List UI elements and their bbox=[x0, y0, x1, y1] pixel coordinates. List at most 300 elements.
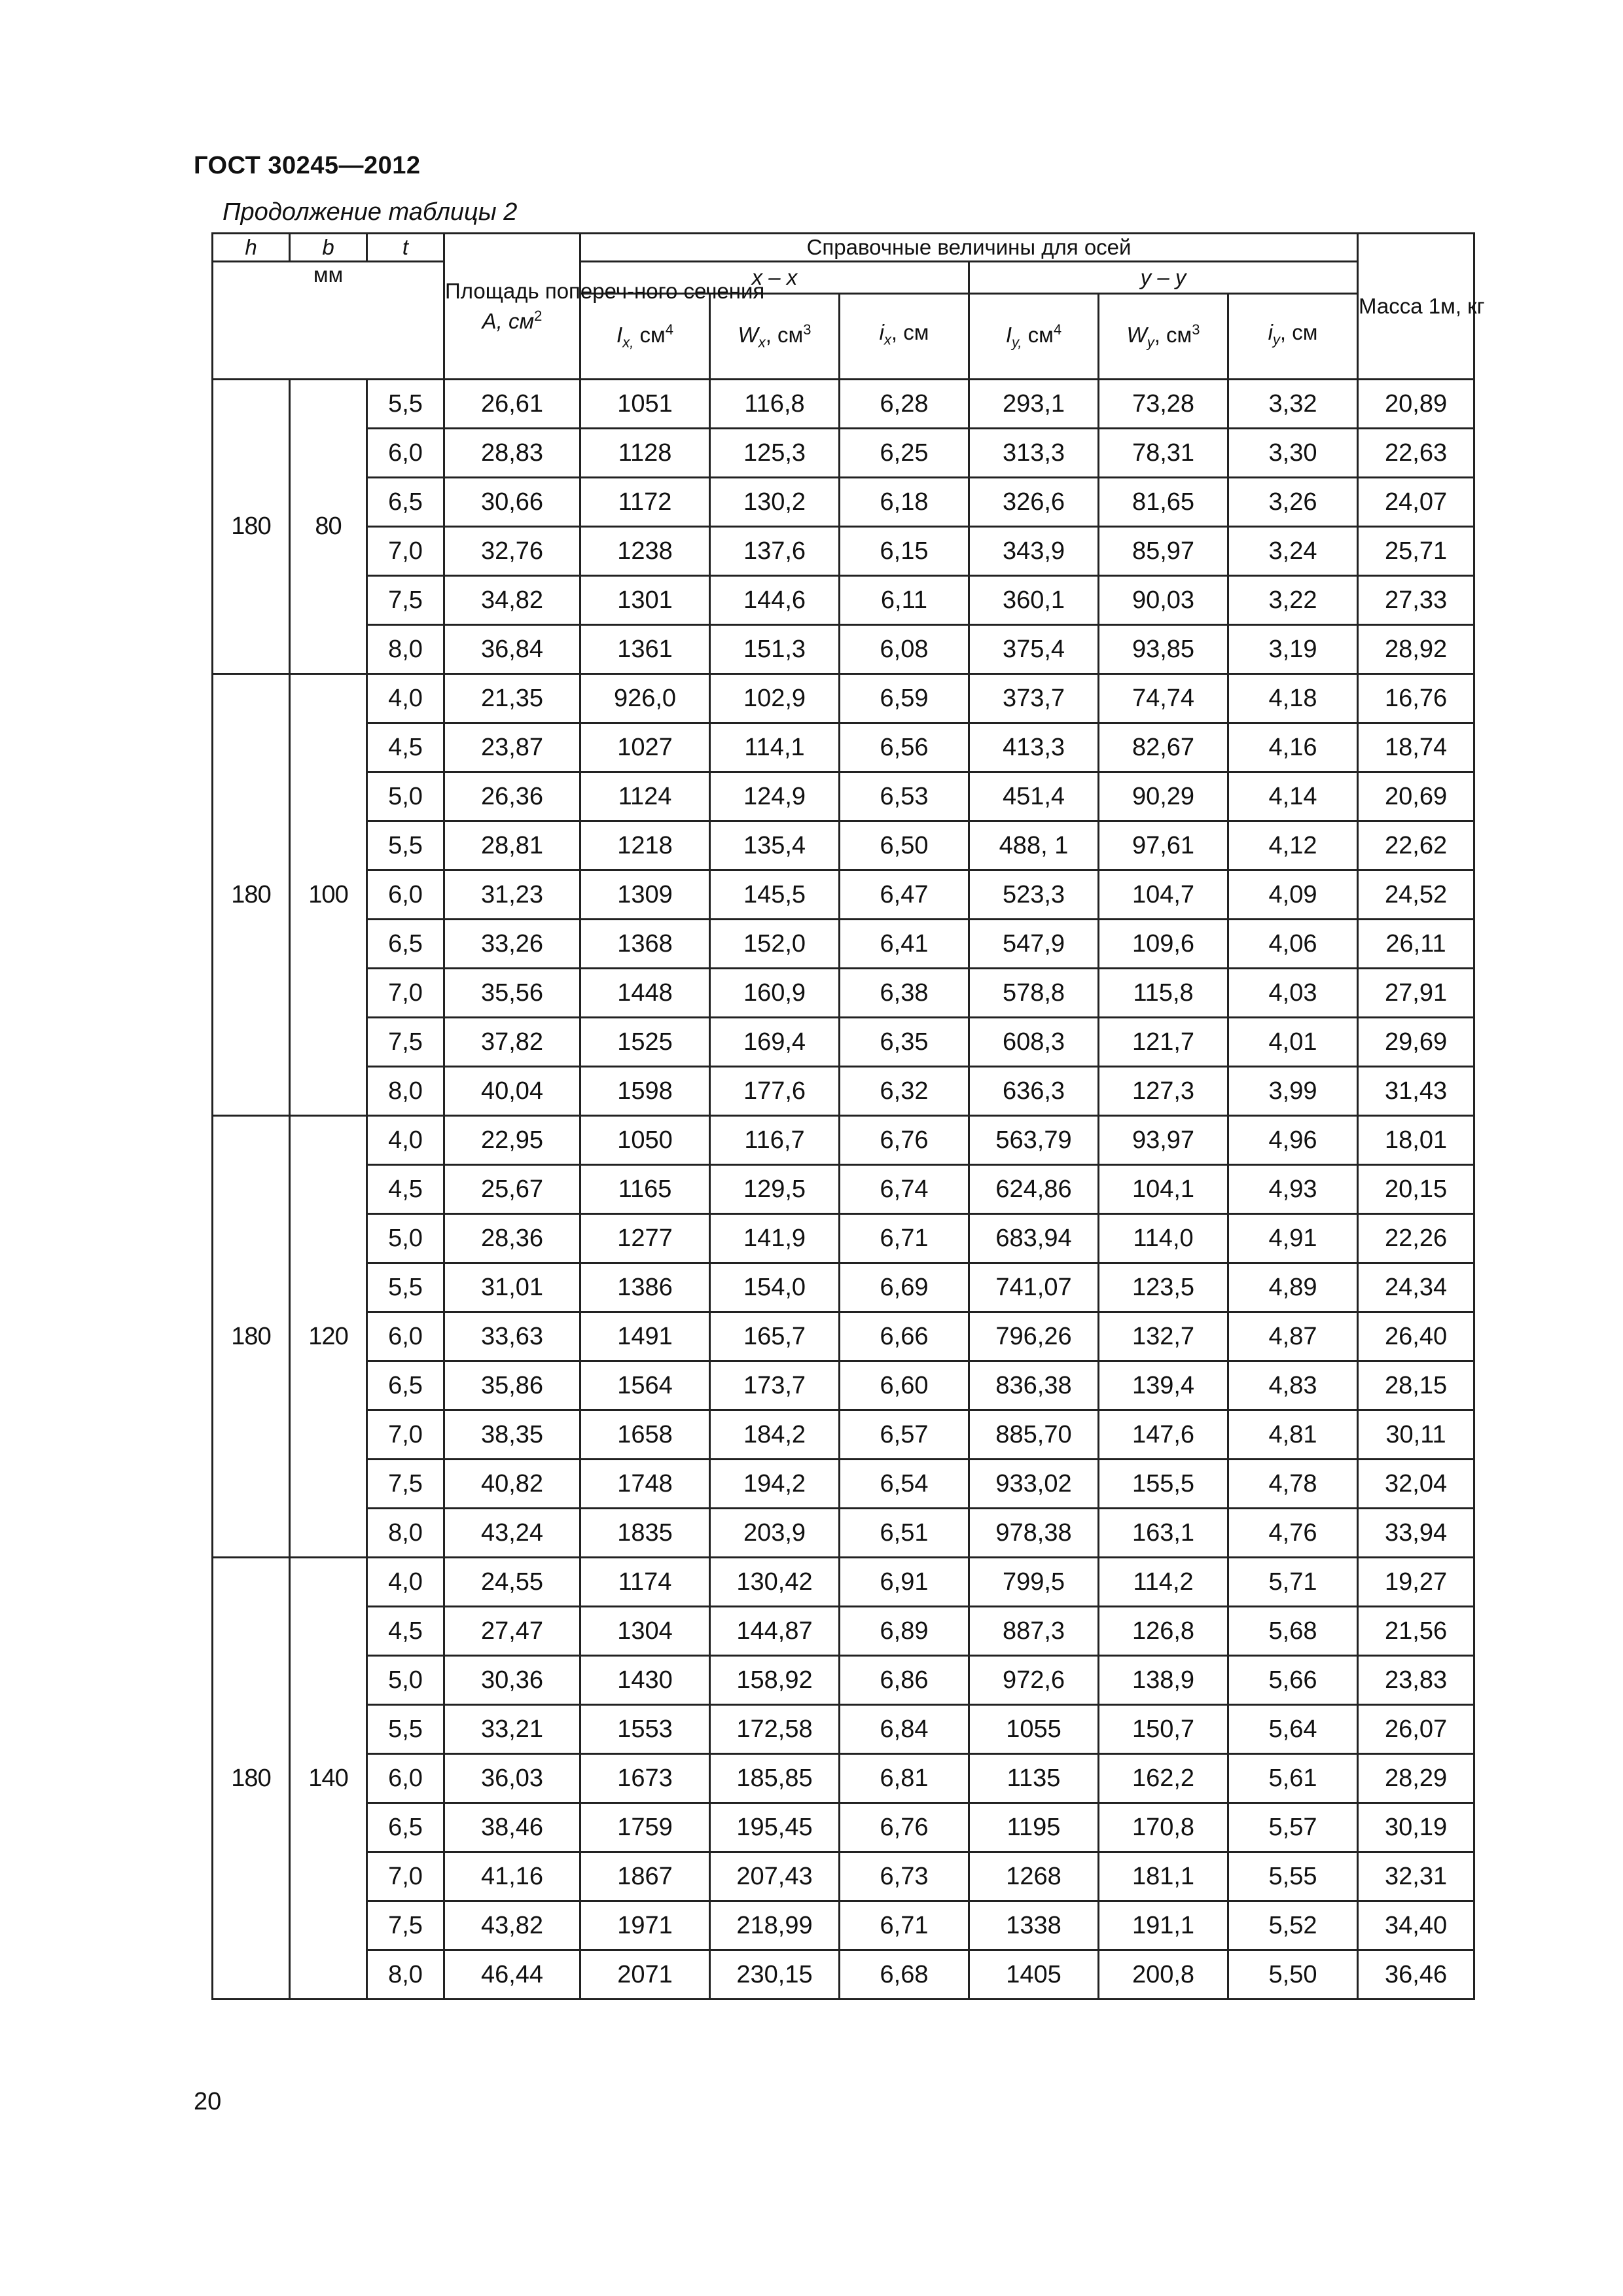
cell-area: 31,23 bbox=[444, 870, 580, 920]
cell-area: 43,82 bbox=[444, 1901, 580, 1950]
cell-wy: 114,0 bbox=[1099, 1214, 1228, 1263]
cell-area: 40,04 bbox=[444, 1067, 580, 1116]
cell-iy: 933,02 bbox=[969, 1460, 1099, 1509]
cell-iy: 624,86 bbox=[969, 1165, 1099, 1214]
cell-iry: 4,16 bbox=[1228, 723, 1358, 772]
cell-iy: 375,4 bbox=[969, 625, 1099, 674]
cell-irx: 6,32 bbox=[840, 1067, 969, 1116]
cell-mass: 19,27 bbox=[1358, 1558, 1474, 1607]
cell-mass: 27,91 bbox=[1358, 969, 1474, 1018]
cell-area: 31,01 bbox=[444, 1263, 580, 1312]
header-iry-sym: i bbox=[1268, 320, 1273, 345]
cell-iry: 4,89 bbox=[1228, 1263, 1358, 1312]
cell-irx: 6,28 bbox=[840, 380, 969, 429]
cell-irx: 6,60 bbox=[840, 1361, 969, 1410]
cell-area: 38,46 bbox=[444, 1803, 580, 1852]
cell-mass: 33,94 bbox=[1358, 1509, 1474, 1558]
header-ix-sym: I bbox=[616, 323, 623, 348]
cell-wy: 90,29 bbox=[1099, 772, 1228, 821]
cell-t: 8,0 bbox=[367, 1067, 444, 1116]
cell-wy: 132,7 bbox=[1099, 1312, 1228, 1361]
cell-wx: 152,0 bbox=[710, 920, 840, 969]
cell-area: 33,26 bbox=[444, 920, 580, 969]
cell-t: 5,5 bbox=[367, 1263, 444, 1312]
cell-t: 4,0 bbox=[367, 674, 444, 723]
cell-iry: 4,93 bbox=[1228, 1165, 1358, 1214]
header-axis-y: y – y bbox=[969, 262, 1358, 294]
cell-ix: 926,0 bbox=[580, 674, 710, 723]
cell-area: 46,44 bbox=[444, 1950, 580, 2000]
header-iy-sup: 4 bbox=[1053, 321, 1062, 338]
cell-wy: 97,61 bbox=[1099, 821, 1228, 870]
cell-ix: 1368 bbox=[580, 920, 710, 969]
cell-iy: 796,26 bbox=[969, 1312, 1099, 1361]
cell-mass: 16,76 bbox=[1358, 674, 1474, 723]
cell-wy: 73,28 bbox=[1099, 380, 1228, 429]
cell-ix: 1673 bbox=[580, 1754, 710, 1803]
header-irx bbox=[840, 294, 969, 380]
cell-iy: 1338 bbox=[969, 1901, 1099, 1950]
cell-wx: 144,87 bbox=[710, 1607, 840, 1656]
cell-irx: 6,74 bbox=[840, 1165, 969, 1214]
cell-ix: 1598 bbox=[580, 1067, 710, 1116]
cell-t: 6,5 bbox=[367, 920, 444, 969]
cell-area: 22,95 bbox=[444, 1116, 580, 1165]
header-mm: мм bbox=[213, 262, 444, 380]
header-t: t bbox=[367, 234, 444, 262]
page-number: 20 bbox=[194, 2088, 222, 2115]
table-row bbox=[213, 920, 1474, 969]
cell-iy: 741,07 bbox=[969, 1263, 1099, 1312]
cell-wx: 158,92 bbox=[710, 1656, 840, 1705]
cell-iry: 4,01 bbox=[1228, 1018, 1358, 1067]
cell-wx: 141,9 bbox=[710, 1214, 840, 1263]
cell-wy: 114,2 bbox=[1099, 1558, 1228, 1607]
cell-iy: 563,79 bbox=[969, 1116, 1099, 1165]
cell-wy: 74,74 bbox=[1099, 674, 1228, 723]
table-row bbox=[213, 1214, 1474, 1263]
cell-iry: 4,09 bbox=[1228, 870, 1358, 920]
table-row bbox=[213, 1116, 1474, 1165]
cell-wy: 123,5 bbox=[1099, 1263, 1228, 1312]
header-b: b bbox=[290, 234, 367, 262]
table-row bbox=[213, 1754, 1474, 1803]
table-caption: Продолжение таблицы 2 bbox=[223, 198, 518, 226]
cell-irx: 6,71 bbox=[840, 1214, 969, 1263]
cell-irx: 6,66 bbox=[840, 1312, 969, 1361]
header-area-label: Площадь попереч-ного сечения bbox=[445, 279, 765, 303]
cell-mass: 36,46 bbox=[1358, 1950, 1474, 2000]
cell-mass: 34,40 bbox=[1358, 1901, 1474, 1950]
cell-wy: 115,8 bbox=[1099, 969, 1228, 1018]
cell-iy: 636,3 bbox=[969, 1067, 1099, 1116]
cell-iry: 4,03 bbox=[1228, 969, 1358, 1018]
cell-iry: 5,50 bbox=[1228, 1950, 1358, 2000]
cell-iry: 3,22 bbox=[1228, 576, 1358, 625]
header-wy-sub: y bbox=[1147, 334, 1154, 351]
cell-area: 21,35 bbox=[444, 674, 580, 723]
cell-irx: 6,41 bbox=[840, 920, 969, 969]
cell-wy: 93,85 bbox=[1099, 625, 1228, 674]
header-reference: Справочные величины для осей bbox=[580, 234, 1358, 262]
header-iy bbox=[969, 294, 1099, 380]
cell-iry: 4,96 bbox=[1228, 1116, 1358, 1165]
cell-iy: 1055 bbox=[969, 1705, 1099, 1754]
cell-mass: 22,63 bbox=[1358, 429, 1474, 478]
cell-wx: 184,2 bbox=[710, 1410, 840, 1460]
cell-t: 4,5 bbox=[367, 723, 444, 772]
cell-wy: 150,7 bbox=[1099, 1705, 1228, 1754]
cell-ix: 1835 bbox=[580, 1509, 710, 1558]
header-irx-sub: x bbox=[883, 331, 891, 348]
cell-ix: 1277 bbox=[580, 1214, 710, 1263]
header-wy bbox=[1099, 294, 1228, 380]
table-row bbox=[213, 1312, 1474, 1361]
cell-iry: 4,06 bbox=[1228, 920, 1358, 969]
cell-wx: 207,43 bbox=[710, 1852, 840, 1901]
cell-t: 5,5 bbox=[367, 1705, 444, 1754]
cell-irx: 6,76 bbox=[840, 1803, 969, 1852]
cell-wx: 194,2 bbox=[710, 1460, 840, 1509]
cell-irx: 6,89 bbox=[840, 1607, 969, 1656]
table-row bbox=[213, 1263, 1474, 1312]
cell-wx: 144,6 bbox=[710, 576, 840, 625]
cell-wy: 147,6 bbox=[1099, 1410, 1228, 1460]
cell-wx: 130,42 bbox=[710, 1558, 840, 1607]
cell-irx: 6,15 bbox=[840, 527, 969, 576]
cell-mass: 29,69 bbox=[1358, 1018, 1474, 1067]
cell-wy: 126,8 bbox=[1099, 1607, 1228, 1656]
cell-t: 7,0 bbox=[367, 1852, 444, 1901]
header-wx-sup: 3 bbox=[803, 321, 812, 338]
cell-t: 7,0 bbox=[367, 527, 444, 576]
cell-wx: 165,7 bbox=[710, 1312, 840, 1361]
cell-irx: 6,86 bbox=[840, 1656, 969, 1705]
cell-wy: 139,4 bbox=[1099, 1361, 1228, 1410]
cell-iry: 3,26 bbox=[1228, 478, 1358, 527]
cell-area: 43,24 bbox=[444, 1509, 580, 1558]
cell-ix: 1128 bbox=[580, 429, 710, 478]
header-iry-sub: y bbox=[1272, 331, 1280, 348]
cell-area: 34,82 bbox=[444, 576, 580, 625]
cell-iy: 360,1 bbox=[969, 576, 1099, 625]
cell-iry: 4,78 bbox=[1228, 1460, 1358, 1509]
cell-b: 140 bbox=[290, 1558, 367, 2000]
cell-mass: 20,15 bbox=[1358, 1165, 1474, 1214]
cell-wx: 230,15 bbox=[710, 1950, 840, 2000]
table-row bbox=[213, 1067, 1474, 1116]
cell-t: 4,5 bbox=[367, 1607, 444, 1656]
cell-wy: 138,9 bbox=[1099, 1656, 1228, 1705]
cell-wx: 102,9 bbox=[710, 674, 840, 723]
cell-ix: 1174 bbox=[580, 1558, 710, 1607]
header-iry-unit: , см bbox=[1279, 320, 1318, 345]
cell-ix: 1430 bbox=[580, 1656, 710, 1705]
header-iy-unit: см bbox=[1022, 323, 1054, 348]
cell-wy: 181,1 bbox=[1099, 1852, 1228, 1901]
cell-t: 6,0 bbox=[367, 1312, 444, 1361]
cell-irx: 6,71 bbox=[840, 1901, 969, 1950]
cell-iy: 1405 bbox=[969, 1950, 1099, 2000]
cell-mass: 20,89 bbox=[1358, 380, 1474, 429]
table-row bbox=[213, 1901, 1474, 1950]
cell-wx: 203,9 bbox=[710, 1509, 840, 1558]
header-ix-sup: 4 bbox=[665, 321, 673, 338]
cell-iy: 343,9 bbox=[969, 527, 1099, 576]
cell-iry: 3,24 bbox=[1228, 527, 1358, 576]
cell-mass: 26,11 bbox=[1358, 920, 1474, 969]
cell-irx: 6,73 bbox=[840, 1852, 969, 1901]
cell-irx: 6,69 bbox=[840, 1263, 969, 1312]
cell-irx: 6,68 bbox=[840, 1950, 969, 2000]
cell-ix: 1564 bbox=[580, 1361, 710, 1410]
cell-wx: 116,8 bbox=[710, 380, 840, 429]
cell-t: 7,0 bbox=[367, 969, 444, 1018]
cell-mass: 27,33 bbox=[1358, 576, 1474, 625]
cell-iy: 293,1 bbox=[969, 380, 1099, 429]
table-row bbox=[213, 576, 1474, 625]
cell-iry: 5,64 bbox=[1228, 1705, 1358, 1754]
cell-h: 180 bbox=[213, 380, 290, 674]
header-wx-unit: , см bbox=[765, 323, 804, 348]
cell-wx: 169,4 bbox=[710, 1018, 840, 1067]
cell-irx: 6,56 bbox=[840, 723, 969, 772]
cell-irx: 6,18 bbox=[840, 478, 969, 527]
cell-wy: 104,7 bbox=[1099, 870, 1228, 920]
header-wy-sup: 3 bbox=[1192, 321, 1200, 338]
cell-wx: 137,6 bbox=[710, 527, 840, 576]
header-iy-sub: y, bbox=[1012, 334, 1022, 351]
cell-wy: 163,1 bbox=[1099, 1509, 1228, 1558]
cell-iry: 3,30 bbox=[1228, 429, 1358, 478]
cell-t: 8,0 bbox=[367, 625, 444, 674]
cell-iry: 5,55 bbox=[1228, 1852, 1358, 1901]
header-area bbox=[444, 234, 765, 380]
cell-mass: 28,92 bbox=[1358, 625, 1474, 674]
cell-iy: 373,7 bbox=[969, 674, 1099, 723]
cell-irx: 6,25 bbox=[840, 429, 969, 478]
cell-mass: 30,19 bbox=[1358, 1803, 1474, 1852]
table-row bbox=[213, 821, 1474, 870]
cell-t: 8,0 bbox=[367, 1950, 444, 2000]
cell-wx: 195,45 bbox=[710, 1803, 840, 1852]
cell-iy: 1268 bbox=[969, 1852, 1099, 1901]
cell-area: 41,16 bbox=[444, 1852, 580, 1901]
cell-irx: 6,53 bbox=[840, 772, 969, 821]
cell-ix: 1448 bbox=[580, 969, 710, 1018]
cell-mass: 21,56 bbox=[1358, 1607, 1474, 1656]
cell-iy: 313,3 bbox=[969, 429, 1099, 478]
cell-iy: 885,70 bbox=[969, 1410, 1099, 1460]
cell-h: 180 bbox=[213, 1116, 290, 1558]
cell-iy: 799,5 bbox=[969, 1558, 1099, 1607]
table-row bbox=[213, 1410, 1474, 1460]
cell-t: 4,0 bbox=[367, 1116, 444, 1165]
cell-ix: 1491 bbox=[580, 1312, 710, 1361]
header-wx bbox=[710, 294, 840, 380]
cell-iry: 4,12 bbox=[1228, 821, 1358, 870]
cell-irx: 6,35 bbox=[840, 1018, 969, 1067]
cell-ix: 1304 bbox=[580, 1607, 710, 1656]
cell-wx: 154,0 bbox=[710, 1263, 840, 1312]
table-row bbox=[213, 870, 1474, 920]
cell-t: 5,5 bbox=[367, 380, 444, 429]
cell-area: 27,47 bbox=[444, 1607, 580, 1656]
cell-wy: 90,03 bbox=[1099, 576, 1228, 625]
cell-wy: 127,3 bbox=[1099, 1067, 1228, 1116]
cell-irx: 6,08 bbox=[840, 625, 969, 674]
cell-wy: 155,5 bbox=[1099, 1460, 1228, 1509]
cell-iy: 578,8 bbox=[969, 969, 1099, 1018]
cell-area: 28,83 bbox=[444, 429, 580, 478]
cell-h: 180 bbox=[213, 1558, 290, 2000]
cell-area: 32,76 bbox=[444, 527, 580, 576]
header-wy-sym: W bbox=[1126, 323, 1147, 348]
cell-iry: 5,52 bbox=[1228, 1901, 1358, 1950]
cell-mass: 22,62 bbox=[1358, 821, 1474, 870]
cell-wx: 130,2 bbox=[710, 478, 840, 527]
cell-t: 7,5 bbox=[367, 1018, 444, 1067]
cell-iy: 1195 bbox=[969, 1803, 1099, 1852]
header-irx-unit: , см bbox=[891, 320, 929, 345]
cell-area: 33,21 bbox=[444, 1705, 580, 1754]
cell-mass: 26,07 bbox=[1358, 1705, 1474, 1754]
cell-iry: 3,19 bbox=[1228, 625, 1358, 674]
profile-table bbox=[211, 232, 1485, 2000]
cell-irx: 6,38 bbox=[840, 969, 969, 1018]
cell-area: 28,36 bbox=[444, 1214, 580, 1263]
cell-irx: 6,54 bbox=[840, 1460, 969, 1509]
cell-mass: 32,31 bbox=[1358, 1852, 1474, 1901]
cell-t: 5,0 bbox=[367, 1214, 444, 1263]
table-row bbox=[213, 723, 1474, 772]
cell-t: 7,5 bbox=[367, 576, 444, 625]
cell-wy: 81,65 bbox=[1099, 478, 1228, 527]
cell-area: 37,82 bbox=[444, 1018, 580, 1067]
table-row bbox=[213, 380, 1474, 429]
cell-ix: 1553 bbox=[580, 1705, 710, 1754]
cell-wy: 78,31 bbox=[1099, 429, 1228, 478]
cell-area: 30,36 bbox=[444, 1656, 580, 1705]
header-wx-sub: x bbox=[758, 334, 766, 351]
header-wy-unit: , см bbox=[1154, 323, 1192, 348]
table-body bbox=[213, 380, 1474, 2000]
cell-ix: 1971 bbox=[580, 1901, 710, 1950]
cell-mass: 18,74 bbox=[1358, 723, 1474, 772]
header-mass: Масса 1м, кг bbox=[1358, 234, 1474, 380]
cell-mass: 25,71 bbox=[1358, 527, 1474, 576]
table-row bbox=[213, 674, 1474, 723]
table-row bbox=[213, 969, 1474, 1018]
cell-t: 5,0 bbox=[367, 772, 444, 821]
table-row bbox=[213, 1803, 1474, 1852]
header-irx-sym: i bbox=[879, 320, 884, 345]
table-row bbox=[213, 478, 1474, 527]
table-row bbox=[213, 625, 1474, 674]
cell-ix: 1361 bbox=[580, 625, 710, 674]
cell-wy: 121,7 bbox=[1099, 1018, 1228, 1067]
cell-iry: 5,71 bbox=[1228, 1558, 1358, 1607]
cell-iy: 413,3 bbox=[969, 723, 1099, 772]
cell-iry: 4,18 bbox=[1228, 674, 1358, 723]
cell-wy: 82,67 bbox=[1099, 723, 1228, 772]
cell-iy: 523,3 bbox=[969, 870, 1099, 920]
cell-t: 6,5 bbox=[367, 1361, 444, 1410]
cell-ix: 1301 bbox=[580, 576, 710, 625]
cell-iry: 5,68 bbox=[1228, 1607, 1358, 1656]
table-row bbox=[213, 1018, 1474, 1067]
cell-area: 38,35 bbox=[444, 1410, 580, 1460]
table-row bbox=[213, 527, 1474, 576]
cell-irx: 6,91 bbox=[840, 1558, 969, 1607]
cell-ix: 1309 bbox=[580, 870, 710, 920]
cell-iry: 4,83 bbox=[1228, 1361, 1358, 1410]
cell-mass: 24,34 bbox=[1358, 1263, 1474, 1312]
cell-t: 8,0 bbox=[367, 1509, 444, 1558]
cell-mass: 24,07 bbox=[1358, 478, 1474, 527]
cell-ix: 1050 bbox=[580, 1116, 710, 1165]
cell-t: 5,5 bbox=[367, 821, 444, 870]
cell-t: 6,0 bbox=[367, 1754, 444, 1803]
cell-wx: 151,3 bbox=[710, 625, 840, 674]
cell-iy: 488, 1 bbox=[969, 821, 1099, 870]
cell-area: 30,66 bbox=[444, 478, 580, 527]
cell-t: 4,0 bbox=[367, 1558, 444, 1607]
cell-wx: 172,58 bbox=[710, 1705, 840, 1754]
cell-ix: 1172 bbox=[580, 478, 710, 527]
cell-b: 80 bbox=[290, 380, 367, 674]
table-row bbox=[213, 1705, 1474, 1754]
cell-ix: 1867 bbox=[580, 1852, 710, 1901]
cell-area: 36,03 bbox=[444, 1754, 580, 1803]
cell-area: 24,55 bbox=[444, 1558, 580, 1607]
header-ix-unit: см bbox=[633, 323, 666, 348]
cell-mass: 28,29 bbox=[1358, 1754, 1474, 1803]
cell-mass: 28,15 bbox=[1358, 1361, 1474, 1410]
table-row bbox=[213, 1852, 1474, 1901]
cell-irx: 6,57 bbox=[840, 1410, 969, 1460]
cell-wx: 114,1 bbox=[710, 723, 840, 772]
cell-h: 180 bbox=[213, 674, 290, 1116]
cell-ix: 1238 bbox=[580, 527, 710, 576]
cell-wy: 170,8 bbox=[1099, 1803, 1228, 1852]
table-row bbox=[213, 1460, 1474, 1509]
table-row bbox=[213, 1607, 1474, 1656]
table-row bbox=[213, 772, 1474, 821]
cell-irx: 6,59 bbox=[840, 674, 969, 723]
cell-iy: 887,3 bbox=[969, 1607, 1099, 1656]
cell-mass: 30,11 bbox=[1358, 1410, 1474, 1460]
cell-t: 5,0 bbox=[367, 1656, 444, 1705]
cell-ix: 1748 bbox=[580, 1460, 710, 1509]
cell-wy: 109,6 bbox=[1099, 920, 1228, 969]
cell-t: 4,5 bbox=[367, 1165, 444, 1214]
cell-iy: 1135 bbox=[969, 1754, 1099, 1803]
cell-wy: 93,97 bbox=[1099, 1116, 1228, 1165]
cell-wx: 160,9 bbox=[710, 969, 840, 1018]
cell-area: 35,86 bbox=[444, 1361, 580, 1410]
cell-mass: 18,01 bbox=[1358, 1116, 1474, 1165]
cell-irx: 6,50 bbox=[840, 821, 969, 870]
cell-ix: 1165 bbox=[580, 1165, 710, 1214]
table-row bbox=[213, 1558, 1474, 1607]
cell-wy: 104,1 bbox=[1099, 1165, 1228, 1214]
cell-iy: 972,6 bbox=[969, 1656, 1099, 1705]
cell-mass: 24,52 bbox=[1358, 870, 1474, 920]
cell-iy: 608,3 bbox=[969, 1018, 1099, 1067]
cell-ix: 1525 bbox=[580, 1018, 710, 1067]
cell-ix: 1386 bbox=[580, 1263, 710, 1312]
